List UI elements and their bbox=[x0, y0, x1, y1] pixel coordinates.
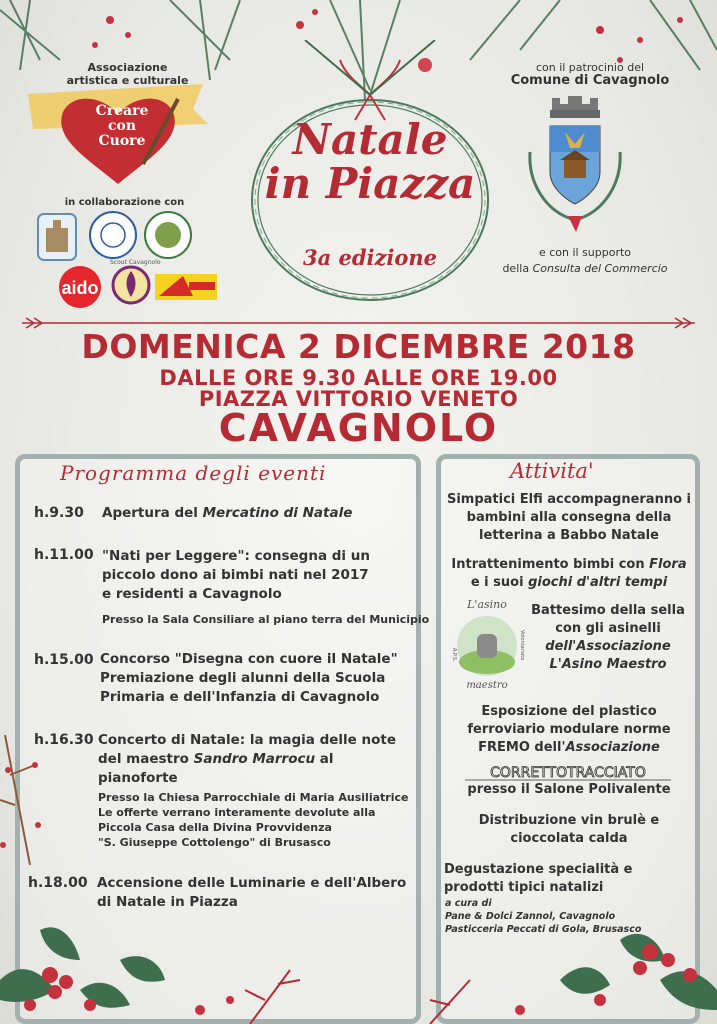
event-description: Apertura del Mercatino di Natale bbox=[102, 505, 353, 521]
event-description: Concerto di Natale: la magia delle note del maestro Sandro Marrocu al pianoforte bbox=[98, 732, 397, 786]
berry-branch-left-decoration bbox=[0, 735, 45, 865]
event-description: "Nati per Leggere": consegna di un piccolo dono ai bimbi nati nel 2017 e residenti a Cavagnolo bbox=[102, 548, 370, 602]
activity-credits: a cura di Pane & Dolci Zannol, Cavagnolo Pasticceria Peccati di Gola, Brusasco bbox=[445, 898, 642, 935]
svg-text:aido: aido bbox=[61, 278, 99, 298]
correttotracciato-logo bbox=[463, 762, 673, 782]
collaboration-label: in collaborazione con bbox=[64, 197, 185, 208]
activity-location: presso il Salone Polivalente bbox=[467, 782, 671, 797]
activity-tasting: Degustazione specialità e prodotti tipici natalizi bbox=[444, 862, 633, 895]
svg-text:CORRETTOTRACCIATO: CORRETTOTRACCIATO bbox=[490, 765, 646, 781]
activity-elves: Simpatici Elfi accompagneranno i bambini alla consegna della letterina a Babbo Natale bbox=[446, 492, 692, 543]
svg-text:A.P.S.: A.P.S. bbox=[451, 648, 457, 662]
event-time: h.9.30 bbox=[34, 505, 84, 521]
event-title: Natale in Piazza bbox=[264, 115, 476, 208]
edition-label: 3a edizione bbox=[302, 245, 438, 270]
activity-donkeys: Battesimo della sella con gli asinelli dell'Associazione L'Asino Maestro bbox=[531, 603, 685, 672]
event-time: h.16.30 bbox=[34, 732, 94, 748]
aido-logo bbox=[54, 265, 106, 309]
activities-title: Attivita' bbox=[510, 459, 594, 483]
event-note: Presso la Sala Consiliare al piano terra del Municipio bbox=[102, 613, 430, 626]
association-label: Associazione artistica e culturale bbox=[66, 61, 189, 87]
event-city: CAVAGNOLO bbox=[218, 406, 499, 450]
svg-text:maestro: maestro bbox=[466, 680, 508, 691]
creare-con-cuore-text: Creare con Cuore bbox=[95, 103, 149, 149]
activity-flora: Intrattenimento bimbi con Flora e i suoi giochi d'altri tempi bbox=[451, 557, 687, 590]
asino-maestro-logo-icon bbox=[447, 596, 527, 692]
event-time: h.15.00 bbox=[34, 652, 94, 668]
municipal-crest-icon bbox=[520, 92, 630, 240]
event-time: h.18.00 bbox=[28, 875, 88, 891]
polisportiva-logo-icon bbox=[88, 210, 138, 260]
scout-logo-icon bbox=[110, 265, 152, 311]
activity-mulled-wine: Distribuzione vin brulè e cioccolata calda bbox=[478, 813, 660, 846]
green-group-logo-icon bbox=[143, 210, 193, 260]
program-title: Programma degli eventi bbox=[60, 461, 327, 485]
patronage-label: con il patrocinio del Comune di Cavagnolo bbox=[510, 61, 670, 88]
svg-text:Volontariato: Volontariato bbox=[519, 630, 525, 661]
church-badge-icon bbox=[36, 212, 78, 262]
event-description: Concorso "Disegna con cuore il Natale" Premiazione degli alunni della Scuola Primaria e dell'Infanzia di Cavagnolo bbox=[100, 651, 398, 705]
event-date: DOMENICA 2 DICEMBRE 2018 bbox=[81, 327, 636, 366]
svg-text:L'asino: L'asino bbox=[467, 598, 507, 611]
event-hours: DALLE ORE 9.30 ALLE ORE 19.00 bbox=[159, 366, 558, 390]
event-time: h.11.00 bbox=[34, 547, 94, 563]
support-label: e con il supporto della Consulta del Commercio bbox=[502, 246, 668, 275]
event-place: PIAZZA VITTORIO VENETO bbox=[198, 387, 519, 411]
holly-decoration-bottom bbox=[0, 860, 717, 1024]
event-note: Presso la Chiesa Parrocchiale di Maria Ausiliatrice Le offerte verrano interamente devolute alla Piccola Casa della Divina Provvidenza "S. Giuseppe Cottolengo" di Brusasco bbox=[98, 791, 409, 849]
scout-logo-label: Scout Cavagnolo bbox=[110, 259, 161, 266]
railway-logo-icon bbox=[153, 270, 219, 304]
event-description: Accensione delle Luminarie e dell'Albero di Natale in Piazza bbox=[97, 875, 407, 910]
activity-train-model: Esposizione del plastico ferroviario modulare norme FREMO dell'Associazione bbox=[467, 704, 671, 755]
